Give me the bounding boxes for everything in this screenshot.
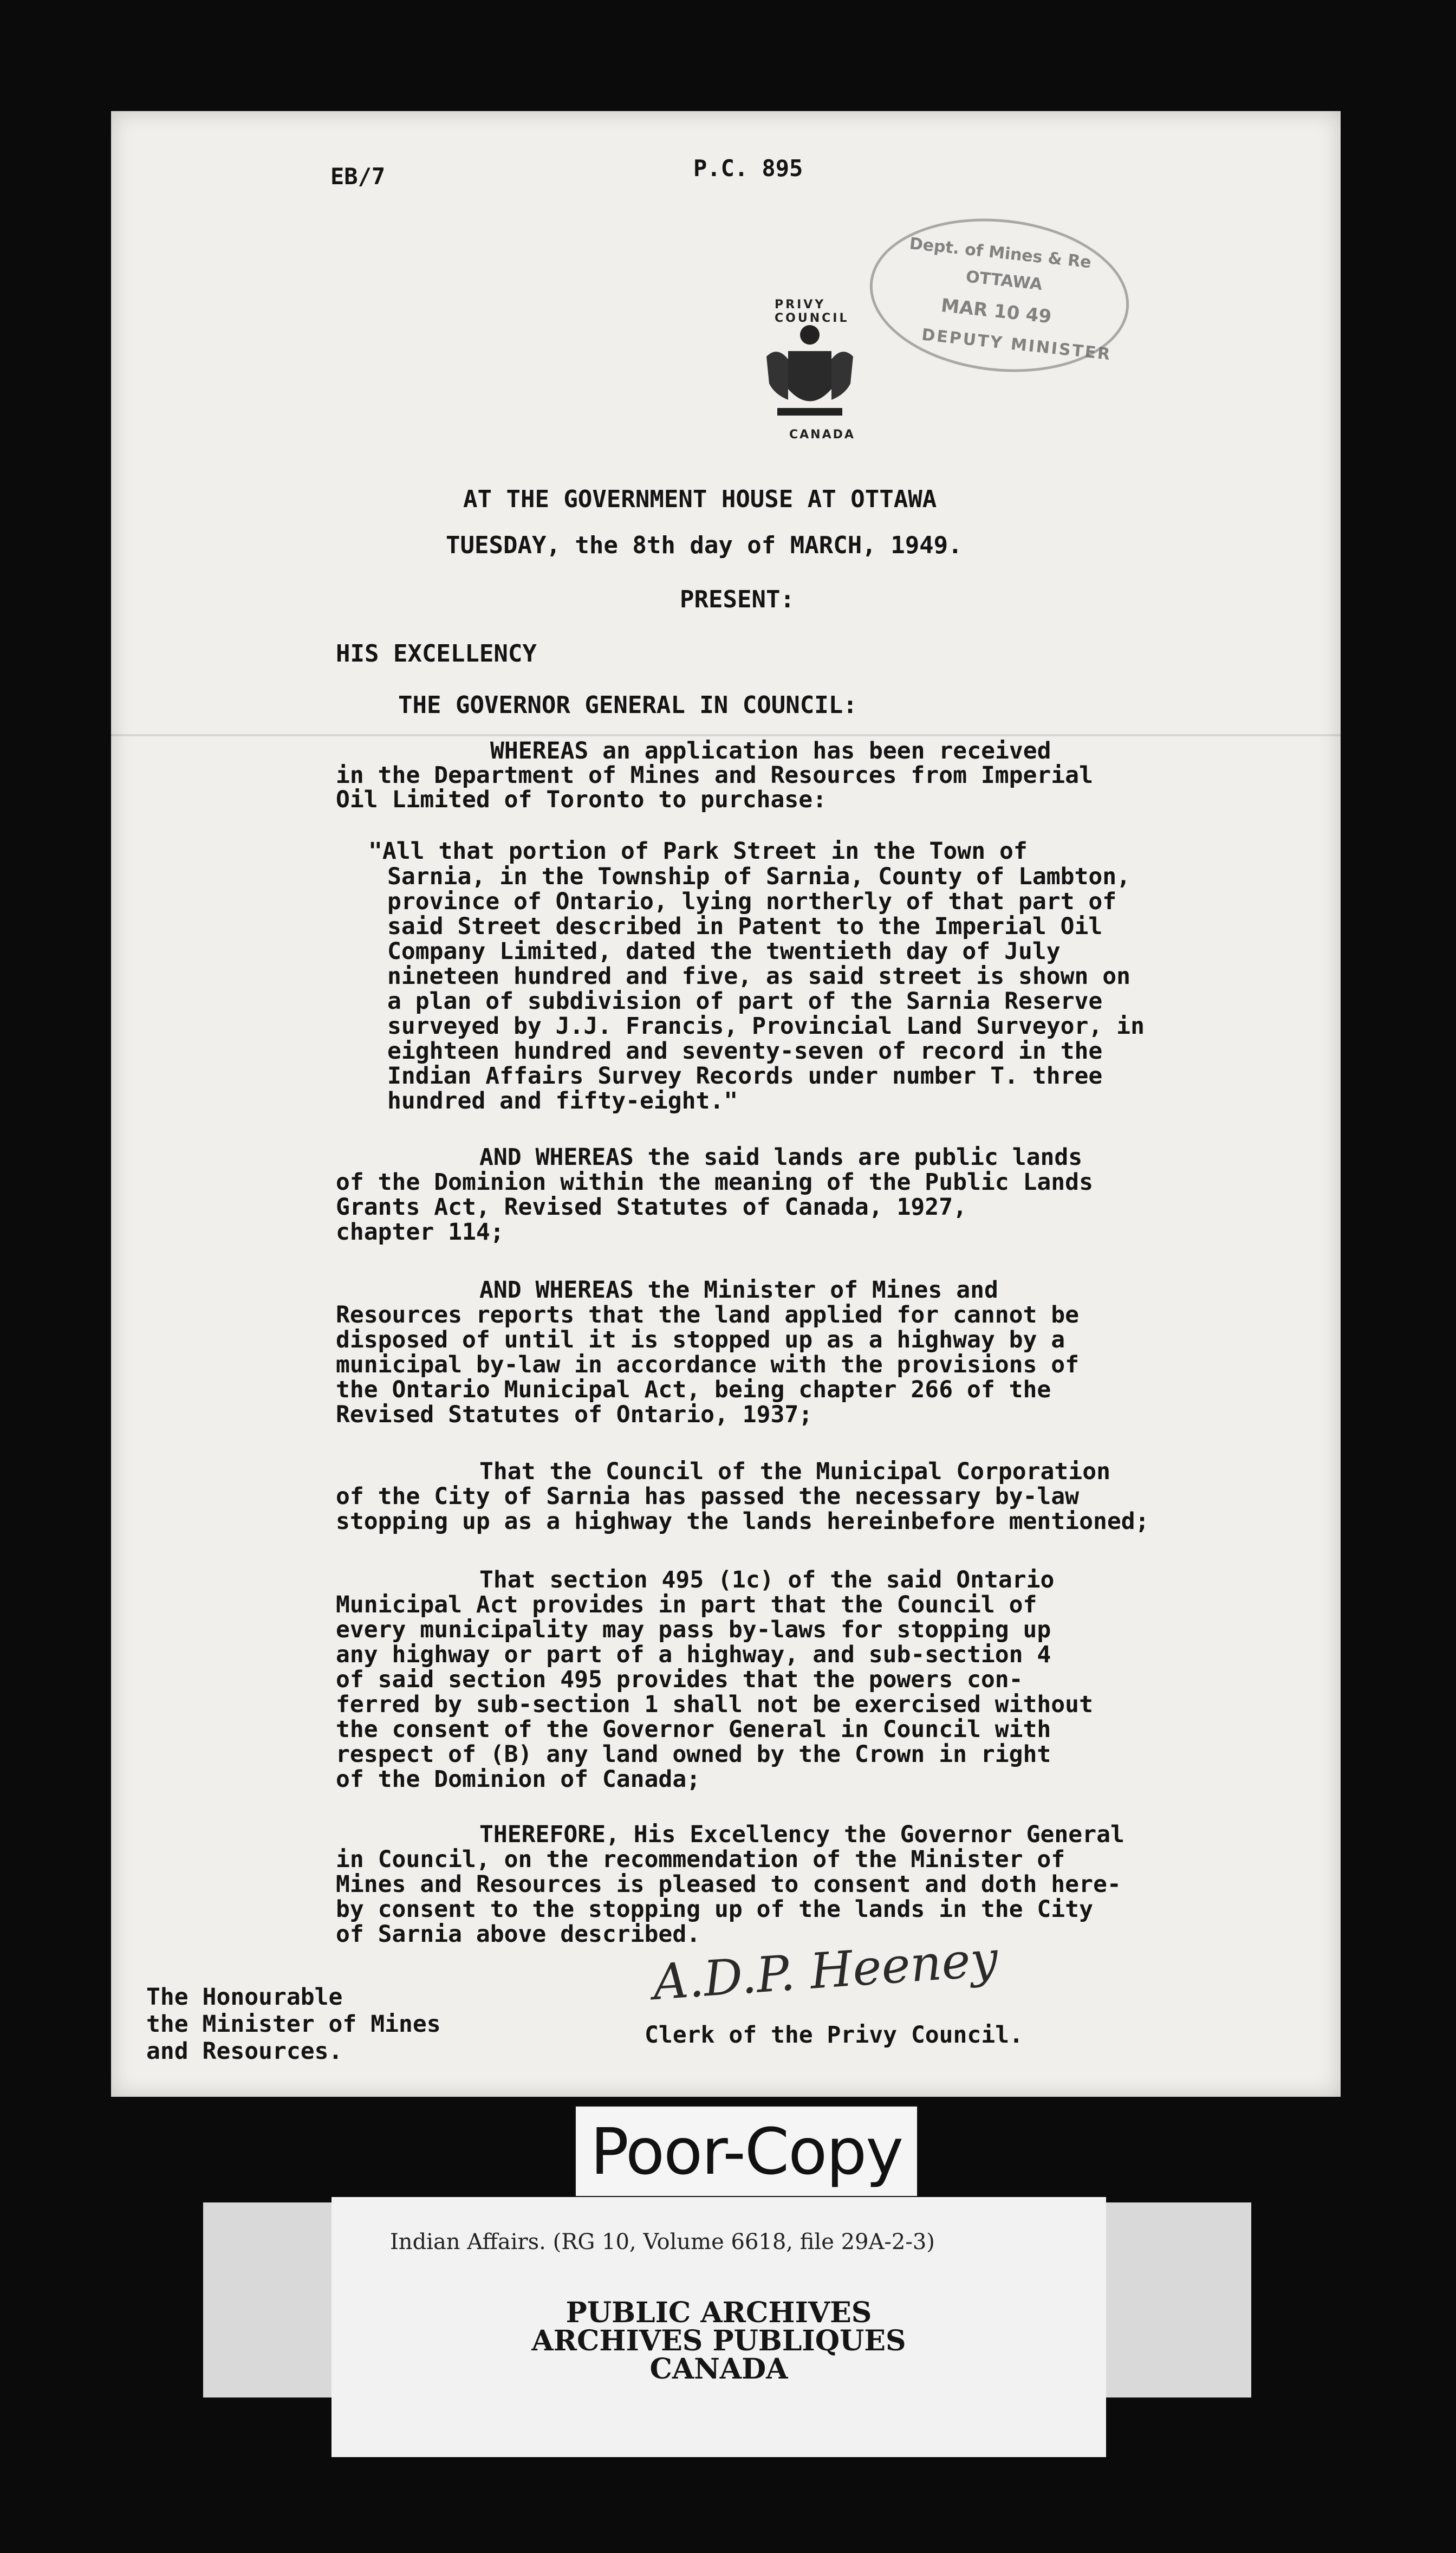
body-text-line: Indian Affairs Survey Records under number T. three — [387, 1062, 1103, 1090]
body-text-line: That the Council of the Municipal Corporation — [479, 1458, 1110, 1485]
stamp-department: Dept. of Mines & Re — [908, 234, 1093, 273]
body-text-line: nineteen hundred and five, as said street is shown on — [387, 963, 1131, 990]
body-text-line: ferred by sub-section 1 shall not be exercised without — [336, 1691, 1093, 1718]
body-text-line: the consent of the Governor General in Council with — [336, 1716, 1051, 1743]
body-text-line: in Council, on the recommendation of the Minister of — [336, 1846, 1065, 1873]
body-text-line: of the City of Sarnia has passed the necessary by-law — [336, 1483, 1080, 1510]
body-text-line: in the Department of Mines and Resources from Imperial — [336, 762, 1093, 789]
page-fold-line — [111, 734, 1341, 736]
stamp-date: MAR 10 49 — [940, 294, 1053, 328]
order-number: P.C. 895 — [693, 155, 803, 182]
stamp-office: DEPUTY MINISTER — [920, 325, 1113, 365]
archive-citation: Indian Affairs. (RG 10, Volume 6618, file 29A-2-3) — [390, 2230, 935, 2254]
body-text-line: the Ontario Municipal Act, being chapter 266 of the — [336, 1376, 1051, 1403]
body-text-line: respect of (B) any land owned by the Crown in right — [336, 1741, 1051, 1768]
body-text-line: Mines and Resources is pleased to consent and doth here- — [336, 1871, 1121, 1898]
addressee-line: The Honourable — [146, 1984, 343, 2011]
body-text-line: disposed of until it is stopped up as a highway by a — [336, 1326, 1065, 1353]
body-text-line: Oil Limited of Toronto to purchase: — [336, 786, 827, 813]
addressee-line: and Resources. — [146, 2038, 343, 2065]
received-stamp — [862, 206, 1137, 385]
body-text-line: That section 495 (1c) of the said Ontario — [479, 1566, 1055, 1593]
file-reference: EB/7 — [330, 163, 386, 190]
clerk-title: Clerk of the Privy Council. — [645, 2021, 1023, 2049]
governor-in-council: THE GOVERNOR GENERAL IN COUNCIL: — [398, 691, 857, 719]
body-text-line: eighteen hundred and seventy-seven of record in the — [387, 1038, 1103, 1065]
body-text-line: of the Dominion within the meaning of the Public Lands — [336, 1169, 1093, 1196]
body-text-line: hundred and fifty-eight." — [387, 1087, 738, 1114]
body-text-line: surveyed by J.J. Francis, Provincial Land Surveyor, in — [387, 1013, 1145, 1040]
body-text-line: every municipality may pass by-laws for stopping up — [336, 1616, 1051, 1643]
body-text-line: said Street described in Patent to the Imperial Oil — [387, 913, 1103, 940]
poor-copy-label: Poor-Copy — [574, 2105, 919, 2198]
crest-bottom-text: CANADA — [789, 428, 855, 442]
body-text-line: Municipal Act provides in part that the Council of — [336, 1591, 1037, 1618]
body-text-line: any highway or part of a highway, and sub-section 4 — [336, 1641, 1051, 1668]
crest-top-text: PRIVY COUNCIL — [775, 298, 849, 325]
body-text-line: "All that portion of Park Street in the Town of — [368, 838, 1028, 865]
body-text-line: AND WHEREAS the said lands are public lands — [479, 1144, 1083, 1171]
stamp-city: OTTAWA — [965, 267, 1043, 295]
coat-of-arms-icon — [756, 313, 864, 432]
body-text-line: of the Dominion of Canada; — [336, 1766, 701, 1793]
heading-place: AT THE GOVERNMENT HOUSE AT OTTAWA — [463, 485, 937, 513]
body-text-line: chapter 114; — [336, 1219, 504, 1246]
body-text-line: of said section 495 provides that the powers con- — [336, 1666, 1023, 1693]
body-text-line: WHEREAS an application has been received — [490, 737, 1051, 764]
body-text-line: province of Ontario, lying northerly of that part of — [387, 888, 1117, 915]
body-text-line: stopping up as a highway the lands hereinbefore mentioned; — [336, 1508, 1149, 1535]
privy-council-crest — [756, 298, 864, 444]
archive-country: CANADA — [649, 2353, 788, 2386]
his-excellency: HIS EXCELLENCY — [336, 640, 537, 668]
body-text-line: Resources reports that the land applied for cannot be — [336, 1301, 1080, 1329]
body-text-line: by consent to the stopping up of the lands in the City — [336, 1896, 1093, 1923]
heading-date: TUESDAY, the 8th day of MARCH, 1949. — [446, 532, 963, 559]
body-text-line: AND WHEREAS the Minister of Mines and — [479, 1276, 998, 1304]
body-text-line: municipal by-law in accordance with the provisions of — [336, 1351, 1080, 1378]
body-text-line: Revised Statutes of Ontario, 1937; — [336, 1401, 813, 1428]
body-text-line: a plan of subdivision of part of the Sarnia Reserve — [387, 988, 1103, 1015]
present-label: PRESENT: — [680, 586, 795, 613]
body-text-line: Sarnia, in the Township of Sarnia, County of Lambton, — [387, 863, 1131, 890]
body-text-line: of Sarnia above described. — [336, 1921, 701, 1948]
addressee-line: the Minister of Mines — [146, 2011, 441, 2038]
body-text-line: Grants Act, Revised Statutes of Canada, 1927, — [336, 1194, 967, 1221]
clerk-signature: A.D.P. Heeney — [651, 1930, 1000, 2012]
archive-name-fr: ARCHIVES PUBLIQUES — [531, 2324, 906, 2357]
body-text-line: THEREFORE, His Excellency the Governor General — [479, 1821, 1124, 1848]
body-text-line: Company Limited, dated the twentieth day of July — [387, 938, 1061, 965]
document-page — [111, 111, 1341, 2097]
archive-name-en: PUBLIC ARCHIVES — [566, 2296, 872, 2329]
